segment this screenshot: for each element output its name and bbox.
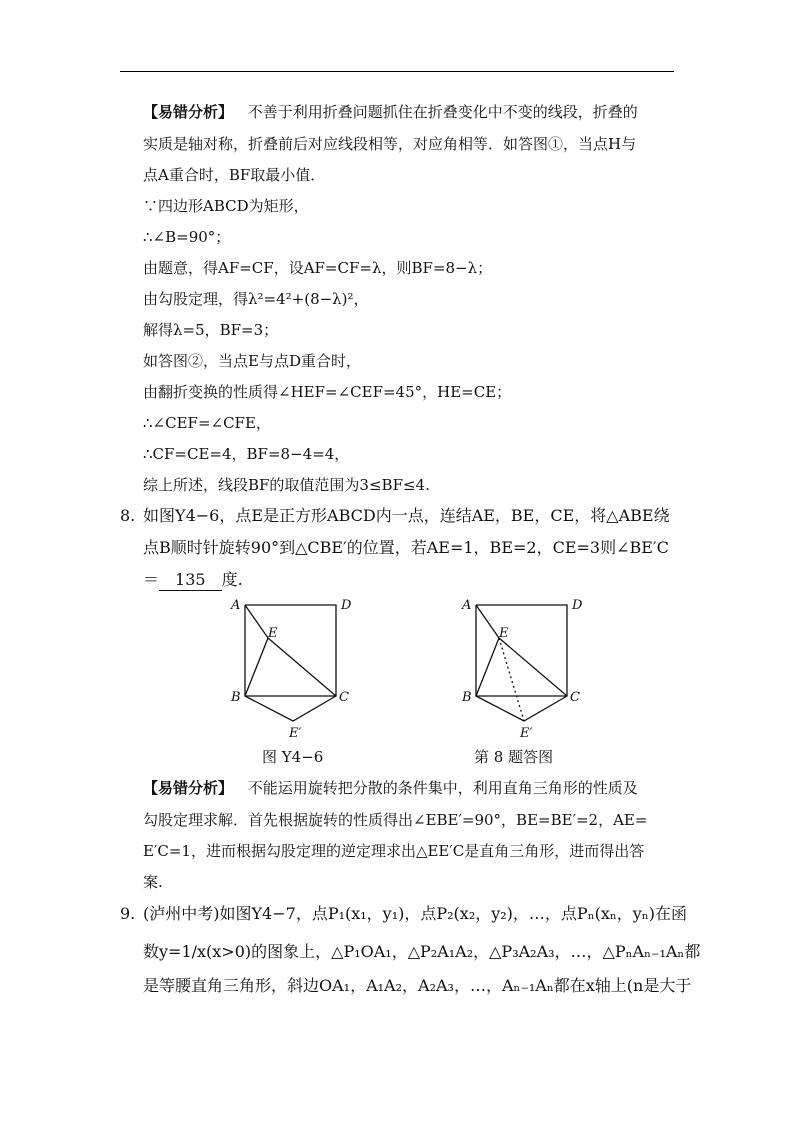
- q8-line-1: 如图Y4−6，点E是正方形ABCD内一点，连结AE，BE，CE，将△ABE绕: [143, 506, 670, 525]
- q8-line-2: 点B顺时针旋转90°到△CBE′的位置，若AE=1，BE=2，CE=3则∠BE′C: [143, 538, 669, 557]
- analysis2-line-2: E′C=1，进而根据勾股定理的逆定理求出△EE′C是直角三角形，进而得出答: [143, 842, 645, 860]
- analysis1-line-6: 由勾股定理，得λ²=4²+(8−λ)²，: [143, 290, 369, 308]
- segment-ce-2: [499, 638, 567, 696]
- q8-equals: ＝: [143, 570, 160, 589]
- analysis1-line-2: 点A重合时，BF取最小值．: [143, 166, 326, 184]
- label-a-2: A: [462, 598, 472, 613]
- analysis1-line-4: ∴∠B=90°；: [143, 228, 231, 246]
- q8-number: 8.: [120, 506, 136, 525]
- label-e-2: E: [499, 626, 509, 641]
- triangle-cbe-prime: [245, 696, 336, 721]
- q8-line-3: [143, 570, 243, 591]
- left-figure-caption: 图 Y4−6: [262, 748, 324, 766]
- q8-answer: 135: [159, 570, 222, 591]
- analysis1-line-3: ∵四边形ABCD为矩形，: [143, 197, 309, 215]
- label-b: B: [231, 690, 241, 705]
- label-d: D: [341, 598, 352, 613]
- label-a: A: [231, 598, 241, 613]
- label-e: E: [268, 626, 278, 641]
- right-figure-caption: 第 8 题答图: [474, 748, 554, 766]
- analysis1-line-8: 如答图②，当点E与点D重合时，: [143, 352, 361, 370]
- label-e-prime-2: E′: [520, 726, 533, 741]
- q9-line-3: 是等腰直角三角形，斜边OA₁，A₁A₂，A₂A₃，…，Aₙ₋₁Aₙ都在x轴上(n是大于: [143, 976, 692, 995]
- label-c-2: C: [570, 690, 580, 705]
- triangle-cbe-prime-2: [476, 696, 567, 721]
- figure-answer-8: [456, 593, 596, 743]
- segment-ee-prime-dashed: [499, 638, 524, 721]
- analysis1-line-5: 由题意，得AF=CF，设AF=CF=λ，则BF=8−λ；: [143, 259, 493, 277]
- q9-line-2: 数y=1/x(x>0)的图象上，△P₁OA₁，△P₂A₁A₂，△P₃A₂A₃，…，△PₙAₙ₋₁Aₙ都: [143, 942, 701, 961]
- analysis1-text-0: 不善于利用折叠问题抓住在折叠变化中不变的线段，折叠的: [247, 103, 638, 121]
- label-d-2: D: [572, 598, 583, 613]
- segment-ae-2: [476, 605, 499, 638]
- analysis2-line-3: 案.: [143, 873, 163, 891]
- segment-ce: [268, 638, 336, 696]
- header-rule: [120, 71, 674, 72]
- analysis1-line-0: [143, 102, 638, 122]
- q8-unit: 度.: [221, 570, 243, 589]
- label-c: C: [339, 690, 349, 705]
- analysis1-line-11: ∴CF=CE=4，BF=8−4=4，: [143, 445, 350, 463]
- analysis2-text-0: 不能运用旋转把分散的条件集中，利用直角三角形的性质及: [247, 779, 638, 797]
- square-abcd: [245, 605, 336, 696]
- analysis2-line-1: 勾股定理求解．首先根据旋转的性质得出∠EBE′=90°，BE=BE′=2，AE=: [143, 811, 648, 829]
- analysis1-line-10: ∴∠CEF=∠CFE，: [143, 414, 271, 432]
- analysis1-line-7: 解得λ=5，BF=3；: [143, 321, 279, 339]
- label-e-prime: E′: [289, 726, 302, 741]
- analysis1-tag: 【易错分析】: [143, 103, 234, 121]
- q9-line-1: (泸州中考)如图Y4−7，点P₁(x₁，y₁)，点P₂(x₂，y₂)，…，点Pₙ(xₙ，yₙ)在函: [143, 904, 688, 923]
- analysis1-line-1: 实质是轴对称，折叠前后对应线段相等，对应角相等．如答图①，当点H与: [143, 135, 637, 153]
- square-abcd-2: [476, 605, 567, 696]
- analysis1-line-9: 由翻折变换的性质得∠HEF=∠CEF=45°，HE=CE；: [143, 383, 512, 401]
- segment-ae: [245, 605, 268, 638]
- segment-be: [245, 638, 268, 696]
- label-b-2: B: [462, 690, 472, 705]
- analysis2-line-0: [143, 778, 638, 798]
- segment-be-2: [476, 638, 499, 696]
- figure-y4-6: [225, 593, 365, 743]
- q9-number: 9.: [120, 904, 136, 923]
- analysis2-tag: 【易错分析】: [143, 779, 234, 797]
- analysis1-line-12: 综上所述，线段BF的取值范围为3≤BF≤4.: [143, 476, 430, 494]
